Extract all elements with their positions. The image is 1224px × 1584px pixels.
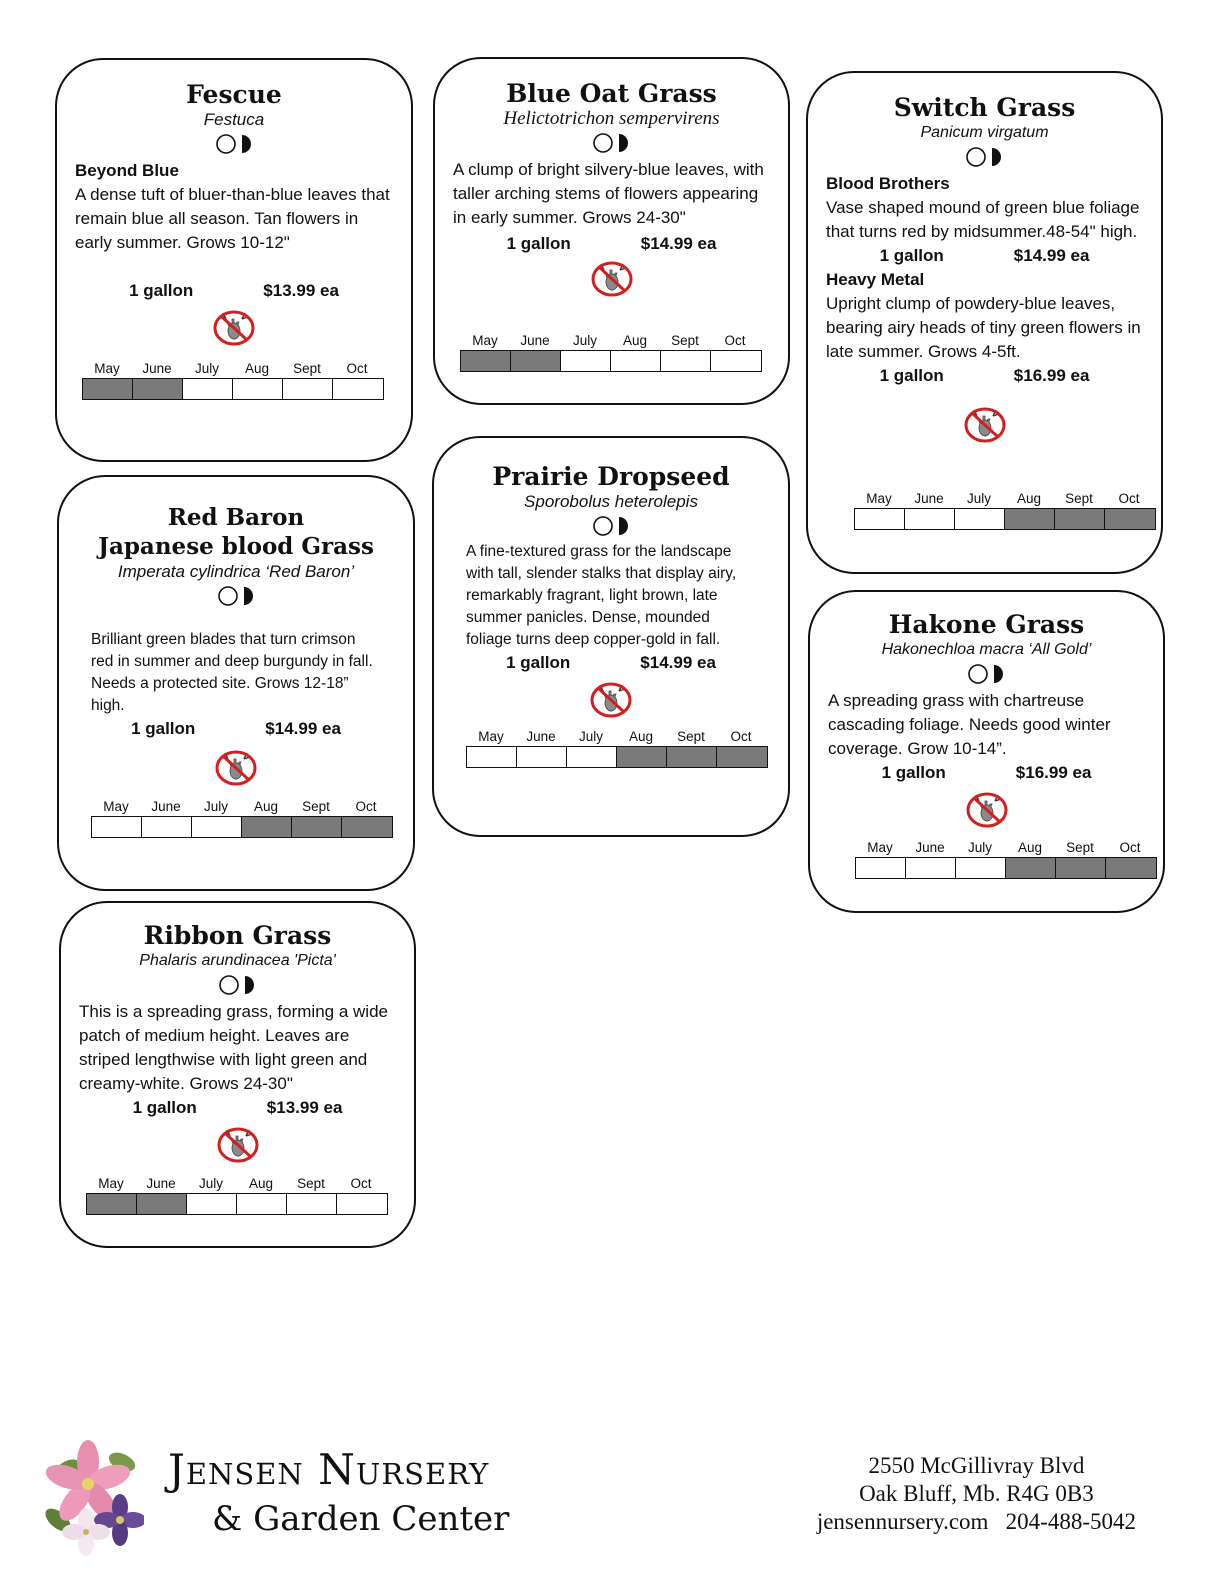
pot-size: 1 gallon <box>879 366 944 385</box>
bloom-cell-oct <box>717 747 767 767</box>
price-row <box>435 232 788 256</box>
bloom-bar <box>86 1193 388 1215</box>
month-label: Aug <box>248 1176 274 1191</box>
bloom-cell-sept <box>292 817 342 837</box>
card-blue-oat-grass <box>433 57 790 405</box>
card-prairie-dropseed <box>432 436 790 837</box>
card-description: A fine-textured grass for the landscape with tall, slender stalks that display airy, remarkably fragrant, light brown, late summer panicles. Dense, mounded foliage turns deep copper-gold in fall. <box>466 543 737 648</box>
address-line-1: 2550 McGillivray Blvd <box>868 1453 1085 1478</box>
card-title: Hakone Grass <box>888 610 1085 639</box>
deer-resistant-icon <box>59 749 413 787</box>
month-label: Aug <box>1017 840 1043 855</box>
price: $16.99 ea <box>1015 763 1092 782</box>
website-link[interactable]: jensennursery.com <box>816 1509 989 1534</box>
card-hakone-grass <box>808 590 1165 913</box>
bloom-cell-june <box>906 858 956 878</box>
bloom-cell-july <box>192 817 242 837</box>
card-switch-grass <box>806 71 1163 574</box>
price-row <box>808 244 1161 268</box>
bloom-cell-may <box>87 1194 137 1214</box>
sun-icon <box>57 133 411 155</box>
month-label: Oct <box>355 799 377 814</box>
month-label: June <box>142 361 172 376</box>
bloom-cell-may <box>855 509 905 529</box>
price: $14.99 ea <box>265 719 341 738</box>
bloom-bar <box>854 508 1156 530</box>
card-description: A clump of bright silvery-blue leaves, with taller arching stems of flowers appearing in early summer. Grows 24-30" <box>453 160 764 227</box>
brand-subtitle: & Garden Center <box>212 1499 510 1539</box>
month-label: June <box>151 799 181 814</box>
bloom-cell-aug <box>1006 858 1056 878</box>
card-description: This is a spreading grass, forming a wide patch of medium height. Leaves are striped lengthwise with light green and creamy-white. Grows 24-30" <box>79 1002 388 1093</box>
bloom-cell-june <box>905 509 955 529</box>
bloom-cell-aug <box>611 351 661 371</box>
month-labels <box>460 332 760 350</box>
full-sun-icon <box>217 585 239 607</box>
bloom-cell-oct <box>337 1194 387 1214</box>
bloom-cell-aug <box>617 747 667 767</box>
bloom-cell-sept <box>1055 509 1105 529</box>
month-label: July <box>194 361 219 376</box>
sun-icon <box>810 663 1163 685</box>
month-label: May <box>94 361 120 376</box>
sun-icon <box>59 585 413 607</box>
month-label: May <box>472 333 498 348</box>
month-labels <box>91 798 391 816</box>
bloom-cell-aug <box>1005 509 1055 529</box>
month-label: Sept <box>293 361 321 376</box>
pot-size: 1 gallon <box>131 719 196 738</box>
bloom-cell-june <box>142 817 192 837</box>
month-label: July <box>966 491 991 506</box>
bloom-cell-aug <box>242 817 292 837</box>
card-description: Brilliant green blades that turn crimson red in summer and deep burgundy in fall. Needs a protected site. Grows 12-18” high. <box>91 631 373 714</box>
address-block <box>817 1452 1136 1536</box>
month-label: Aug <box>244 361 270 376</box>
part-shade-icon <box>240 133 254 155</box>
bloom-cell-july <box>567 747 617 767</box>
full-sun-icon <box>965 146 987 168</box>
card-description: A dense tuft of bluer-than-blue leaves that remain blue all season. Tan flowers in early summer. Grows 10-12" <box>75 185 390 252</box>
month-label: June <box>146 1176 176 1191</box>
brand-name: Jensen Nursery <box>168 1445 490 1494</box>
deer-resistant-icon <box>435 260 788 298</box>
card-title: Prairie Dropseed <box>492 462 730 491</box>
card-title: Fescue <box>186 80 282 109</box>
bloom-cell-sept <box>661 351 711 371</box>
month-label: Oct <box>346 361 368 376</box>
bloom-cell-june <box>133 379 183 399</box>
month-label: July <box>578 729 603 744</box>
price: $14.99 ea <box>1013 246 1090 265</box>
card-latin-name: Imperata cylindrica ‘Red Baron’ <box>117 562 355 581</box>
part-shade-icon <box>992 663 1006 685</box>
pot-size: 1 gallon <box>881 763 946 782</box>
price: $16.99 ea <box>1013 366 1090 385</box>
card-latin-name: Hakonechloa macra ‘All Gold’ <box>881 641 1092 658</box>
month-label: June <box>915 840 945 855</box>
bloom-cell-sept <box>1056 858 1106 878</box>
bloom-cell-oct <box>342 817 392 837</box>
price: $13.99 ea <box>266 1098 343 1117</box>
bloom-cell-may <box>92 817 142 837</box>
card-description: Vase shaped mound of green blue foliage that turns red by midsummer.48-54" high. <box>826 198 1140 241</box>
month-label: Sept <box>1065 491 1093 506</box>
month-label: June <box>520 333 550 348</box>
month-label: Sept <box>671 333 699 348</box>
pot-size: 1 gallon <box>129 281 194 300</box>
pot-size: 1 gallon <box>879 246 944 265</box>
month-label: May <box>867 840 893 855</box>
month-label: July <box>203 799 228 814</box>
sun-icon <box>808 146 1161 168</box>
card-title: Blue Oat Grass <box>506 79 717 108</box>
month-label: May <box>866 491 892 506</box>
full-sun-icon <box>592 515 614 537</box>
month-label: Oct <box>724 333 746 348</box>
month-label: May <box>98 1176 124 1191</box>
month-label: Oct <box>1118 491 1140 506</box>
phone-number: 204-488-5042 <box>1005 1509 1136 1534</box>
deer-resistant-icon <box>434 681 788 719</box>
price: $14.99 ea <box>640 653 716 672</box>
part-shade-icon <box>617 132 631 154</box>
card-fescue <box>55 58 413 462</box>
bloom-bar <box>855 857 1157 879</box>
bloom-cell-july <box>183 379 233 399</box>
month-labels <box>86 1175 386 1193</box>
bloom-cell-sept <box>667 747 717 767</box>
month-label: Aug <box>1016 491 1042 506</box>
bloom-cell-july <box>955 509 1005 529</box>
part-shade-icon <box>990 146 1004 168</box>
part-shade-icon <box>617 515 631 537</box>
brand-block <box>168 1443 509 1541</box>
month-label: Sept <box>302 799 330 814</box>
month-label: Aug <box>628 729 654 744</box>
card-latin-name: Panicum virgatum <box>920 124 1049 141</box>
month-label: Aug <box>253 799 279 814</box>
month-label: June <box>914 491 944 506</box>
month-label: May <box>478 729 504 744</box>
bloom-cell-july <box>187 1194 237 1214</box>
part-shade-icon <box>243 974 257 996</box>
sun-icon <box>434 515 788 537</box>
full-sun-icon <box>218 974 240 996</box>
month-labels <box>82 360 382 378</box>
card-title: Switch Grass <box>893 93 1076 122</box>
deer-resistant-icon <box>57 309 411 347</box>
bloom-cell-sept <box>287 1194 337 1214</box>
deer-resistant-icon <box>808 406 1161 444</box>
bloom-bar <box>466 746 768 768</box>
bloom-cell-may <box>83 379 133 399</box>
month-label: June <box>526 729 556 744</box>
bloom-cell-oct <box>333 379 383 399</box>
sun-icon <box>435 132 788 154</box>
bloom-cell-july <box>561 351 611 371</box>
sun-icon <box>61 974 414 996</box>
bloom-bar <box>91 816 393 838</box>
contact-line <box>817 1508 1136 1536</box>
month-label: Aug <box>622 333 648 348</box>
full-sun-icon <box>592 132 614 154</box>
month-labels <box>854 490 1154 508</box>
month-label: Sept <box>297 1176 325 1191</box>
pot-size: 1 gallon <box>132 1098 197 1117</box>
card-latin-name: Sporobolus heterolepis <box>524 492 698 511</box>
pot-size: 1 gallon <box>506 653 571 672</box>
flower-logo-icon <box>40 1440 144 1563</box>
bloom-cell-aug <box>237 1194 287 1214</box>
price-row <box>810 761 1163 785</box>
card-red-baron <box>57 475 415 891</box>
card-description: A spreading grass with chartreuse cascading foliage. Needs good winter coverage. Grow 10-14”. <box>828 691 1111 758</box>
price: $13.99 ea <box>263 281 339 300</box>
price-row <box>61 1096 414 1120</box>
month-labels <box>466 728 766 746</box>
bloom-cell-may <box>467 747 517 767</box>
bloom-cell-may <box>461 351 511 371</box>
month-label: Sept <box>1066 840 1094 855</box>
month-label: Sept <box>677 729 705 744</box>
card-description: Upright clump of powdery-blue leaves, bearing airy heads of tiny green flowers in late summer. Grows 4-5ft. <box>826 294 1141 361</box>
price-row <box>57 279 411 303</box>
deer-resistant-icon <box>61 1126 414 1164</box>
deer-resistant-icon <box>810 791 1163 829</box>
month-label: July <box>572 333 597 348</box>
full-sun-icon <box>967 663 989 685</box>
bloom-cell-oct <box>1106 858 1156 878</box>
month-label: Oct <box>730 729 752 744</box>
month-labels <box>855 839 1155 857</box>
bloom-cell-oct <box>711 351 761 371</box>
bloom-cell-june <box>517 747 567 767</box>
variety-name: Beyond Blue <box>75 161 179 180</box>
month-label: May <box>103 799 129 814</box>
bloom-cell-aug <box>233 379 283 399</box>
bloom-cell-june <box>137 1194 187 1214</box>
card-latin-name: Festuca <box>203 110 265 129</box>
bloom-bar <box>460 350 762 372</box>
card-title: Red Baron <box>167 504 305 531</box>
month-label: Oct <box>350 1176 372 1191</box>
month-label: July <box>198 1176 223 1191</box>
bloom-cell-sept <box>283 379 333 399</box>
card-title: Ribbon Grass <box>143 921 332 950</box>
bloom-cell-july <box>956 858 1006 878</box>
part-shade-icon <box>242 585 256 607</box>
variety-name: Heavy Metal <box>826 270 925 289</box>
address-line-2: Oak Bluff, Mb. R4G 0B3 <box>859 1481 1094 1506</box>
bloom-bar <box>82 378 384 400</box>
pot-size: 1 gallon <box>506 234 571 253</box>
card-latin-name: Helictotrichon sempervirens <box>503 108 720 129</box>
bloom-cell-may <box>856 858 906 878</box>
month-label: July <box>967 840 992 855</box>
price-row <box>434 651 788 675</box>
full-sun-icon <box>215 133 237 155</box>
variety-name: Blood Brothers <box>826 174 950 193</box>
bloom-cell-june <box>511 351 561 371</box>
card-ribbon-grass <box>59 901 416 1248</box>
price-row <box>59 717 413 741</box>
price-row <box>808 364 1161 388</box>
price: $14.99 ea <box>640 234 717 253</box>
card-latin-name: Phalaris arundinacea 'Picta' <box>139 952 336 969</box>
card-subtitle: Japanese blood Grass <box>98 533 374 560</box>
bloom-cell-oct <box>1105 509 1155 529</box>
month-label: Oct <box>1119 840 1141 855</box>
